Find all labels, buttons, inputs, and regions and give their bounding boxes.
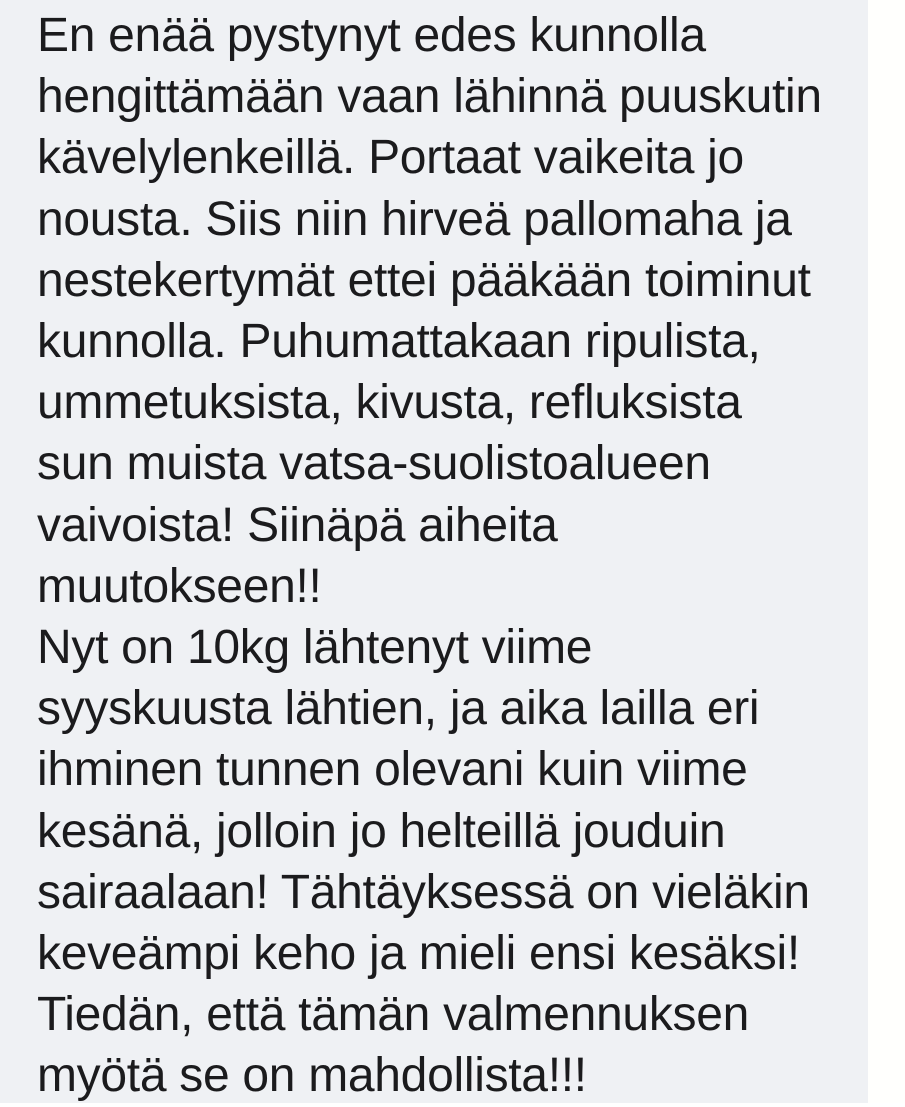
text-line: Nyt on 10kg lähtenyt viime [37, 621, 593, 675]
right-margin-strip [868, 0, 905, 1103]
text-line: kunnolla. Puhumattakaan ripulista, [37, 315, 761, 369]
text-line: muutokseen!! [37, 559, 322, 613]
text-line: kävelylenkeillä. Portaat vaikeita jo [37, 131, 744, 185]
text-line: En enää pystynyt edes kunnolla [37, 9, 706, 62]
text-line: sun muista vatsa-suolistoalueen [37, 437, 711, 491]
text-line: nestekertymät ettei pääkään toiminut [37, 253, 811, 307]
text-line: nousta. Siis niin hirveä pallomaha ja [37, 192, 792, 246]
text-line: sairaalaan! Tähtäyksessä on vieläkin [37, 865, 810, 919]
text-line: ihminen tunnen olevani kuin viime [37, 743, 748, 797]
text-line: kesänä, jolloin jo helteillä jouduin [37, 804, 726, 858]
text-line: ummetuksista, kivusta, refluksista [37, 376, 742, 430]
text-line: syyskuusta lähtien, ja aika lailla eri [37, 682, 760, 736]
text-line: myötä se on mahdollista!!! [37, 1049, 587, 1103]
text-line: Tiedän, että tämän valmennuksen [37, 988, 750, 1042]
text-line: keveämpi keho ja mieli ensi kesäksi! [37, 927, 800, 981]
text-line: vaivoista! Siinäpä aiheita [37, 498, 558, 552]
text-line: hengittämään vaan lähinnä puuskutin [37, 70, 822, 124]
